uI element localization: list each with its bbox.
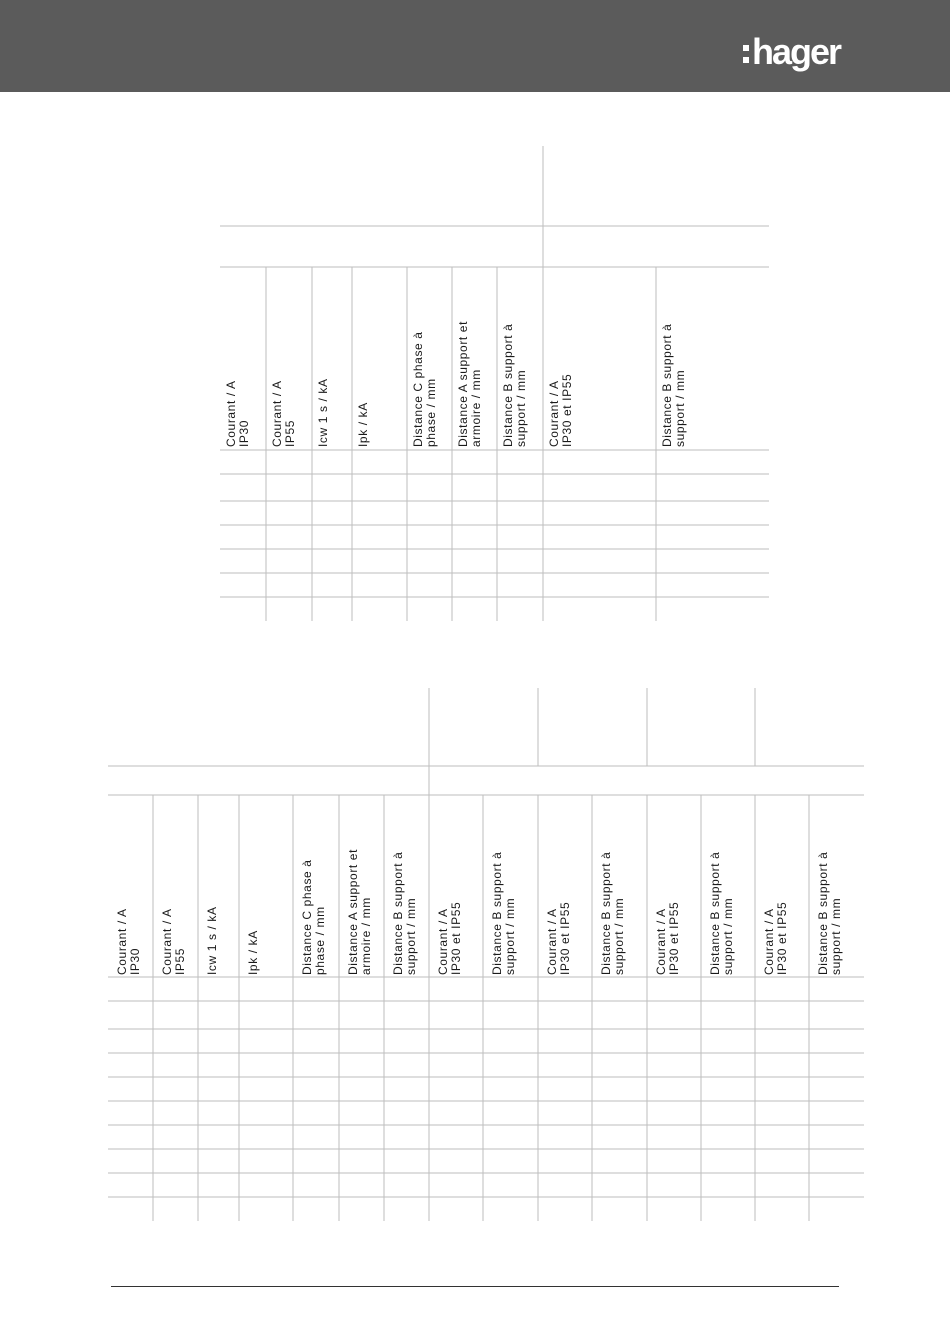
header-line: Courant / A: [160, 908, 174, 975]
header-line: Icw 1 s / kA: [205, 906, 219, 975]
header-line: Ipk / kA: [246, 930, 260, 975]
column-header: [346, 849, 373, 975]
header-line: support / mm: [721, 897, 735, 975]
header-line: armoire / mm: [469, 369, 483, 447]
header-line: Courant / A: [436, 908, 450, 975]
column-header: [160, 908, 187, 975]
footer-divider: [111, 1286, 839, 1287]
header-line: Distance C phase à: [300, 859, 314, 975]
column-header: [270, 380, 297, 447]
column-header: [490, 852, 517, 975]
header-line: Courant / A: [115, 908, 129, 975]
header-line: support / mm: [503, 897, 517, 975]
header-line: Distance C phase à: [411, 331, 425, 447]
column-header: [545, 902, 572, 975]
header-line: support / mm: [673, 369, 687, 447]
header-line: IP30 et IP55: [775, 901, 789, 975]
header-line: support / mm: [404, 897, 418, 975]
header-line: Distance B support à: [490, 851, 504, 975]
header-line: Distance B support à: [816, 851, 830, 975]
table-1: [220, 146, 769, 621]
header-line: Courant / A: [270, 380, 284, 447]
header-line: Distance A support et: [346, 848, 360, 975]
header-line: Courant / A: [547, 380, 561, 447]
header-line: Distance B support à: [708, 851, 722, 975]
column-header: [391, 852, 418, 975]
header-line: Icw 1 s / kA: [316, 378, 330, 447]
header-line: IP30 et IP55: [449, 901, 463, 975]
column-header: [411, 331, 438, 447]
header-line: IP30: [237, 419, 251, 447]
header-line: IP30: [128, 947, 142, 975]
header-line: Courant / A: [654, 908, 668, 975]
table-2: [108, 688, 864, 1221]
column-header: [115, 908, 142, 975]
header-line: IP30 et IP55: [558, 901, 572, 975]
column-header: [654, 902, 681, 975]
header-line: Courant / A: [545, 908, 559, 975]
header-line: support / mm: [514, 369, 528, 447]
header-line: Distance B support à: [501, 323, 515, 447]
column-header: [300, 859, 327, 975]
column-header: [356, 402, 370, 447]
header-line: IP30 et IP55: [560, 373, 574, 447]
header-line: support / mm: [612, 897, 626, 975]
column-header: [816, 852, 843, 975]
column-header: [246, 930, 260, 975]
column-header: [762, 902, 789, 975]
header-line: IP55: [173, 947, 187, 975]
column-header: [660, 324, 687, 447]
header-line: Courant / A: [762, 908, 776, 975]
header-line: IP30 et IP55: [667, 901, 681, 975]
header-line: Distance B support à: [599, 851, 613, 975]
header-line: Courant / A: [224, 380, 238, 447]
column-header: [456, 321, 483, 447]
column-header: [436, 902, 463, 975]
column-header: [547, 374, 574, 447]
column-header: [708, 852, 735, 975]
column-header: [316, 378, 330, 447]
column-header: [224, 380, 251, 447]
column-header: [205, 906, 219, 975]
logo-text: hager: [751, 31, 840, 72]
header-line: IP55: [283, 419, 297, 447]
header-line: phase / mm: [424, 378, 438, 447]
column-header: [599, 852, 626, 975]
header-line: armoire / mm: [359, 897, 373, 975]
header-line: Distance B support à: [660, 323, 674, 447]
header-line: Distance B support à: [391, 851, 405, 975]
header-line: Distance A support et: [456, 320, 470, 447]
header-line: phase / mm: [313, 906, 327, 975]
column-header: [501, 324, 528, 447]
header-line: Ipk / kA: [356, 402, 370, 447]
header-line: support / mm: [829, 897, 843, 975]
